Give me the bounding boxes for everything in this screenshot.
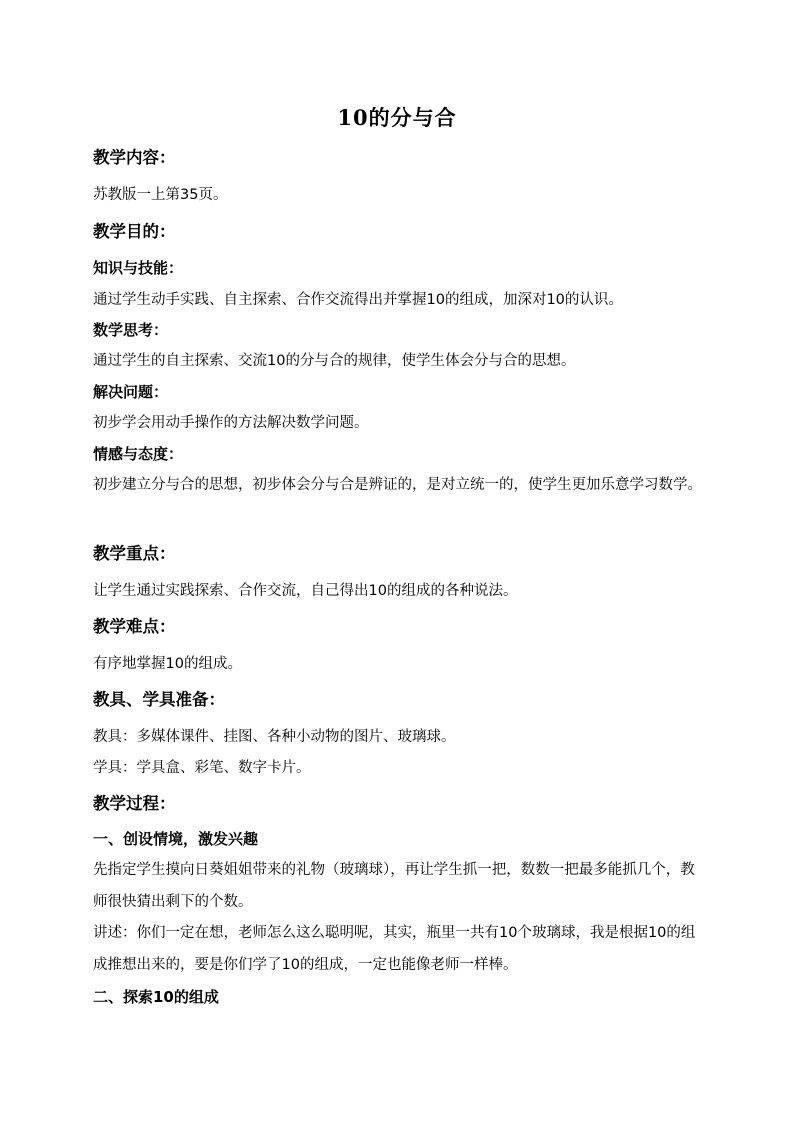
problem-solving-text: 初步学会用动手操作的方法解决数学问题。 [93, 415, 369, 431]
heading-math-thinking: 数学思考： [93, 321, 169, 339]
step2-title: 二、探索10的组成 [93, 988, 219, 1006]
heading-problem-solving: 解决问题： [93, 383, 169, 401]
teacher-aids-text: 教具：多媒体课件、挂图、各种小动物的图片、玻璃球。 [93, 729, 456, 745]
step1-title: 一、创设情境，激发兴趣 [93, 830, 259, 848]
page-title: 10的分与合 [337, 105, 457, 130]
emotion-attitude-text: 初步建立分与合的思想，初步体会分与合是辨证的，是对立统一的，使学生更加乐意学习数学。 [93, 477, 702, 493]
heading-teaching-process: 教学过程： [93, 794, 176, 813]
difficult-points-text: 有序地掌握10的组成。 [93, 656, 242, 672]
heading-teaching-goals: 教学目的： [93, 222, 176, 241]
step1-paragraph-2: 讲述：你们一定在想，老师怎么这么聪明呢，其实，瓶里一共有10个玻璃球，我是根据10的组成推想出来的，要是你们学了10的组成，一定也能像老师一样棒。 [93, 925, 696, 973]
heading-preparation: 教具、学具准备： [93, 690, 225, 709]
heading-teaching-content: 教学内容： [93, 148, 176, 167]
heading-difficult-points: 教学难点： [93, 617, 176, 636]
teaching-content-text: 苏教版一上第35页。 [93, 187, 228, 203]
heading-emotion-attitude: 情感与态度： [93, 445, 184, 463]
student-aids-text: 学具：学具盒、彩笔、数字卡片。 [93, 760, 311, 776]
step1-paragraph-1: 先指定学生摸向日葵姐姐带来的礼物（玻璃球），再让学生抓一把，数数一把最多能抓几个，教师很快猜出剩下的个数。 [93, 862, 695, 910]
key-points-text: 让学生通过实践探索、合作交流，自己得出10的组成的各种说法。 [93, 583, 518, 599]
heading-key-points: 教学重点： [93, 544, 176, 563]
knowledge-skills-text: 通过学生动手实践、自主探索、合作交流得出并掌握10的组成，加深对10的认识。 [93, 292, 623, 308]
math-thinking-text: 通过学生的自主探索、交流10的分与合的规律，使学生体会分与合的思想。 [93, 353, 576, 369]
heading-knowledge-skills: 知识与技能： [93, 259, 184, 277]
